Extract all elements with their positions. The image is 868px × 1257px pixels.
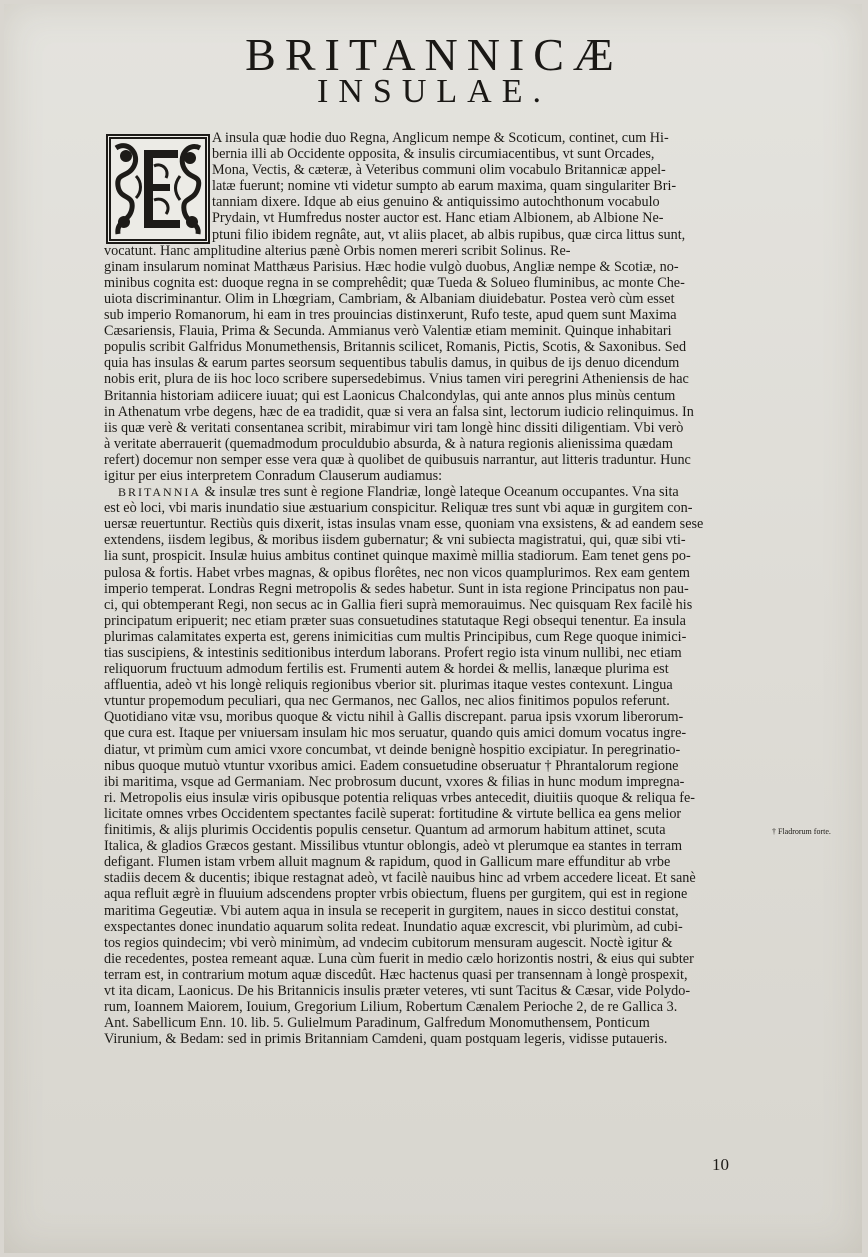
text-line: aqua refluit ægrè in fluuium adscendens propter vrbis obiectum, fluens per gurgitem, qui est in regione — [104, 886, 688, 903]
text-line: defigant. Flumen istam vrbem alluit magnum & rapidum, quod in Gallicum mare effunditur ab vrbe — [104, 854, 671, 871]
paragraph-intro — [104, 130, 764, 484]
text-line: ibi maritima, vsque ad Germaniam. Nec probrosum ducunt, vxores & filias in hunc modum impregna- — [104, 773, 685, 790]
text-line: quia has insulas & earum partes seorsum sequentibus tabulis damus, in quibus de ijs denuo dicendum — [104, 355, 680, 372]
text-line: affluentia, adeò vt his longè reliquis regionibus vberior sit. plurimas itaque vestes contexunt. Lingua — [104, 677, 673, 694]
text-line: die recedentes, postea remeant aquæ. Luna cùm fuerit in medio cælo horizontis nostri, & eius qui subter — [104, 950, 694, 967]
text-line: lia sunt, prospicit. Insulæ huius ambitus continet quinque maximè millia stadiorum. Eam tenet gens po- — [104, 548, 691, 565]
text-line: tos regios quindecim; vbi verò minimùm, ad vndecim cubitorum mensuram augescit. Noctè igitur & — [104, 934, 673, 951]
text-line: latæ fuerunt; nomine vti videtur sumpto ab earum maxima, quam singulariter Bri- — [212, 178, 677, 195]
text-line: Virunium, & Bedam: sed in primis Britanniam Camdeni, quam postquam legeris, vidisse putaueris. — [104, 1031, 668, 1048]
text-line: à veritate aberrauerit (quemadmodum proculdubio absurda, & à natura regionis alienissima quædam — [104, 435, 673, 452]
page-title: BRITANNICÆ — [245, 29, 623, 80]
text-line: diatur, vt primùm cum amici vxore concumbat, vt deinde benignè hospitio excipiatur. In peregrinatio- — [104, 741, 681, 758]
text-line: maritima Gegeutiæ. Vbi autem aqua in insula se receperit in gurgitem, naues in sicco destitui constat, — [104, 902, 679, 919]
text-line: A insula quæ hodie duo Regna, Anglicum nempe & Scoticum, continet, cum Hi- — [212, 130, 669, 146]
text-line: plurimas calamitates experta est, gerens inimicitias cum multis Principibus, cum Rege quoque inimici- — [104, 628, 687, 645]
text-line: Italica, & gladios Græcos gestant. Missilibus vtuntur oblongis, adeò vt plerumque ea stantes in terram — [104, 838, 683, 855]
text-line: uiota discriminantur. Olim in Lhœgriam, Cambriam, & Albaniam diuidebatur. Postea verò cùm esset — [104, 290, 675, 307]
text-line: finitimis, & alijs plurimis Occidentis populis censetur. Quantum ad armorum habitum attinet, scuta — [104, 822, 666, 839]
text-line: vocatunt. Hanc amplitudine alterius pænè Orbis nomen mereri scribit Solinus. Re- — [104, 242, 571, 259]
text-line: ginam insularum nominat Matthæus Parisius. Hæc hodie vulgò duobus, Angliæ nempe & Scotiæ, no- — [104, 258, 679, 275]
text-line — [104, 484, 764, 500]
lead-word: BRITANNIA — [118, 485, 202, 500]
text-line: est eò loci, vbi maris inundatio siue æstuarium conspicitur. Reliquæ tres sunt vbi aquæ in gurgitem con- — [104, 500, 693, 517]
text-line: nibus quoque mutuò vtuntur vxoribus amici. Eadem consuetudine obseruatur † Phrantalorum regione — [104, 757, 679, 774]
text-line: Britannia historiam adiicere iuuat; qui est Laonicus Chalcondylas, qui ante annos plus minùs centum — [104, 387, 676, 404]
text-line: Cæsariensis, Flauia, Prima & Secunda. Ammianus verò Valentiæ etiam meminit. Quinque inhabitari — [104, 323, 672, 340]
text-line: bernia illi ab Occidente opposita, & insulis circumiacentibus, vt sunt Orcades, — [212, 146, 655, 163]
text-line: uersæ reuertuntur. Rectiùs quis dixerit, istas insulas vnam esse, quoniam vna exsistens, & ad eandem sese — [104, 516, 704, 533]
margin-note: † Fladrorum forte. — [772, 827, 831, 836]
text-line: iis quæ verè & veritati consentanea scribit, mirabimur viri tam longè hinc dissiti diligentiam. Vbi verò — [104, 419, 684, 436]
text-line: Ant. Sabellicum Enn. 10. lib. 5. Gulielmum Paradinum, Galfredum Monomuthensem, Ponticum — [104, 1015, 650, 1032]
text-line: pulosa & fortis. Habet vrbes magnas, & opibus florêtes, nec non vicos quamplurimos. Rex eam gentem — [104, 564, 690, 581]
text-line: in Athenatum vrbe degens, hæc de ea tradidit, quæ si vera an falsa sint, lectorum iudicio relinquimus. In — [104, 403, 694, 420]
text-line: tias suscipiens, & intestinis seditionibus interdum laborans. Profert regio ista vinum nullibi, nec etiam — [104, 645, 682, 661]
text-line: minibus cognita est: duoque regna in se comprehêdit; quæ Tueda & Solueo fluminibus, ac monte Che- — [104, 274, 685, 291]
page-number: 10 — [712, 1155, 729, 1174]
text-line: imperio temperat. Londras Regni metropolis & sedes habetur. Sunt in ista regione Principatus non pau- — [104, 580, 689, 597]
text-line: populis scribit Galfridus Monumethensis, Britannis scilicet, Romanis, Pictis, Scotis, & Saxonibus. Sed — [104, 339, 687, 356]
text-line: Mona, Vectis, & cæteræ, à Veteribus communi olim vocabulo Britannicæ appel- — [212, 162, 666, 179]
text-line: ptuni filio ibidem regnâte, aut, vt aliis placet, ab albis rupibus, quæ circa littus sunt, — [212, 226, 686, 243]
text-line: Quotidiano vitæ vsu, moribus quoque & victu nihil à Gallis discrepant. parua ipsis vxorum liberorum- — [104, 709, 684, 726]
paragraph-chalcondylas — [104, 484, 764, 1047]
text-line: sub imperio Romanorum, hi eam in tres prouincias distinxerunt, Rufo teste, apud quem sunt Maxima — [104, 307, 677, 324]
text-line: refert) docemur non semper esse vera quæ à quolibet de quibusuis narrantur, aut litteris traduntur. Hunc — [104, 451, 691, 468]
text-line: Prydain, vt Humfredus noster auctor est. Hanc etiam Albionem, ab Albione Ne- — [212, 210, 664, 227]
text-line: terram est, in contrarium motum aquæ discedût. Hæc hactenus quasi per transennam à longè prospexit, — [104, 966, 688, 983]
text-line: licitate omnes vrbes Occidentem spectantes facilè superat: fortitudine & virtute bellica ea gens melior — [104, 805, 682, 822]
text-line: tanniam dixere. Idque ab eius genuino & antiquissimo autochthonum vocabulo — [212, 194, 660, 211]
page-subtitle: INSULAE. — [317, 73, 551, 110]
text-line: vt ita dicam, Laonicus. De his Britannicis insulis præter veteres, vti sunt Tacitus & Cæsar, vide Polydo- — [104, 982, 691, 999]
text-line: exspectantes donec inundatio aquarum solita redeat. Inundatio aquæ excrescit, vbi plurimùm, ad cubi- — [104, 918, 683, 935]
text-line: nobis erit, plura de iis hoc loco scribere supersedebimus. Vnius tamen viri peregrini Atheniensis de hac — [104, 371, 689, 388]
text-line: extendens, iisdem legibus, & moribus iisdem gubernatur; & vni subiecta magistratui, qui, quæ sibi vti- — [104, 532, 686, 549]
text-line: reliquorum fructuum admodum fertilis est. Frumenti autem & hordei & mellis, lanæque plurima est — [104, 661, 669, 678]
body-text — [104, 130, 764, 1047]
text-line: principatum eripuerit; nec etiam præter suas consuetudines statutaque Regi obsequi tenentur. Ea insula — [104, 612, 686, 629]
text-line: stadiis decem & ducentis; ibique restagnat adeò, vt facilè nauibus hinc ad vrbem accedere liceat. Et sanè — [104, 870, 696, 887]
text-line: ri. Metropolis eius insulæ viris opibusque potentia reliquas vrbes antecedit, diuitiis quoque & reliqua fe- — [104, 789, 696, 806]
text-line: ci, qui obtemperant Regi, non secus ac in Gallia fieri suprà memorauimus. Nec quisquam Rex facilè his — [104, 596, 693, 613]
text-line: igitur per eius interpretem Conradum Clauserum audiamus: — [104, 467, 443, 484]
text-line: rum, Ioannem Maiorem, Iouium, Gregorium Lilium, Robertum Cænalem Perioche 2, de re Gallica 3. — [104, 999, 678, 1016]
text-line: vtuntur propemodum peculiari, qua nec Germanos, nec Gallos, nec alios finitimos populos referunt. — [104, 693, 670, 710]
text-line: que cura est. Itaque per vniuersam insulam hic mos seruatur, quando quis amici domum vocatus ingre- — [104, 725, 687, 742]
text-fragment: & insulæ tres sunt è regione Flandriæ, longè lateque Oceanum occupantes. Vna sita — [201, 484, 679, 501]
